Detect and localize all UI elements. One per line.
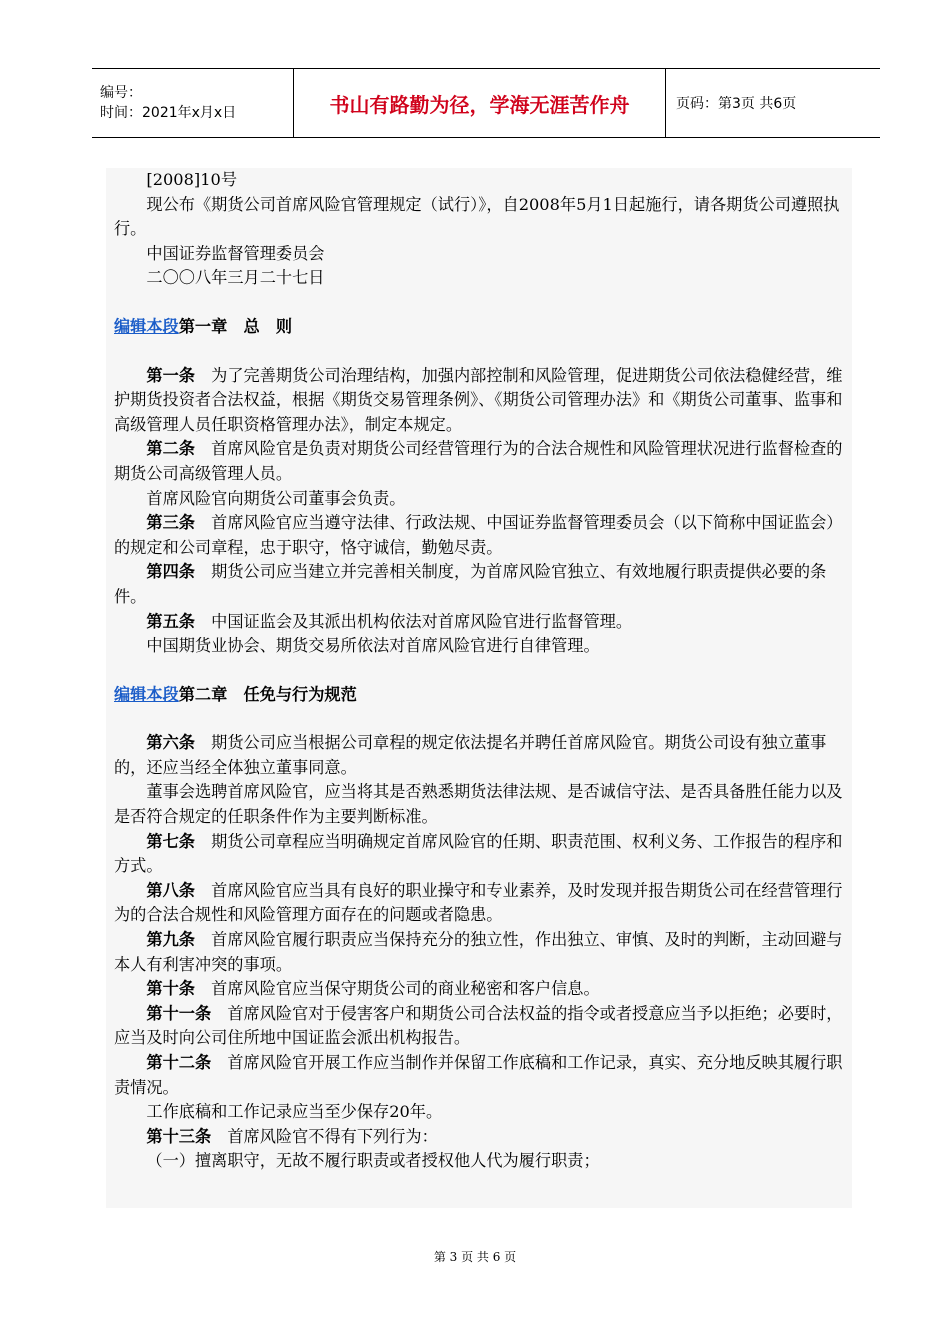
article-text: 为了完善期货公司治理结构，加强内部控制和风险管理，促进期货公司依法稳健经营，维护期货投资者合法权益，根据《期货交易管理条例》、《期货公司管理办法》和《期货公司董事、监事和高级管理人员任职资格管理办法》，制定本规定。 <box>114 365 843 434</box>
article-paragraph <box>114 1051 844 1100</box>
article-text: 期货公司章程应当明确规定首席风险官的任期、职责范围、权利义务、工作报告的程序和方式。 <box>114 831 843 876</box>
header-motto <box>294 69 666 137</box>
article-paragraph <box>114 364 844 438</box>
preamble-line: 现公布《期货公司首席风险官管理规定（试行）》，自2008年5月1日起施行，请各期货公司遵照执行。 <box>114 194 840 239</box>
article-text: 首席风险官向期货公司董事会负责。 <box>146 488 406 508</box>
article-text: 首席风险官开展工作应当制作并保留工作底稿和工作记录，真实、充分地反映其履行职责情况。 <box>114 1053 843 1097</box>
article-paragraph <box>114 928 844 977</box>
article-paragraph <box>114 437 844 486</box>
article-label: 第五条 <box>146 611 195 631</box>
chapter-heading <box>114 683 844 708</box>
article-text: （一）擅离职守，无故不履行职责或者授权他人代为履行职责； <box>146 1151 600 1171</box>
article-label: 第二条 <box>146 439 195 459</box>
article-paragraph <box>114 1125 844 1150</box>
article-paragraph <box>114 634 844 659</box>
article-paragraph <box>114 1149 844 1174</box>
document-body <box>106 168 852 1208</box>
article-label: 第十条 <box>146 979 195 999</box>
motto-text: 书山有路勤为径，学海无涯苦作舟 <box>329 92 630 117</box>
edit-section-link[interactable]: 编辑本段 <box>114 316 179 336</box>
article-paragraph <box>114 879 844 928</box>
preamble-line: [2008]10号 <box>146 170 238 189</box>
article-text: 首席风险官履行职责应当保持充分的独立性，作出独立、审慎、及时的判断，主动回避与本人有利害冲突的事项。 <box>114 930 843 974</box>
article-paragraph <box>114 1002 844 1051</box>
article-label: 第一条 <box>146 365 195 385</box>
chapter-title: 第一章 总 则 <box>178 316 293 336</box>
article-label: 第十一条 <box>146 1003 212 1023</box>
article-label: 第九条 <box>146 930 195 950</box>
page-header <box>92 68 880 138</box>
article-paragraph <box>114 560 844 609</box>
preamble-line: 二〇〇八年三月二十七日 <box>146 268 325 288</box>
article-text: 首席风险官是负责对期货公司经营管理行为的合法合规性和风险管理状况进行监督检查的期货公司高级管理人员。 <box>114 439 843 483</box>
article-text: 首席风险官应当保守期货公司的商业秘密和客户信息。 <box>194 979 600 999</box>
article-paragraph <box>114 1100 844 1125</box>
article-text: 首席风险官不得有下列行为： <box>211 1126 438 1146</box>
article-text: 中国期货业协会、期货交易所依法对首席风险官进行自律管理。 <box>146 636 600 656</box>
chapter-heading <box>114 315 844 340</box>
header-meta <box>92 69 294 137</box>
article-label: 第八条 <box>146 880 195 900</box>
article-text: 首席风险官对于侵害客户和期货公司合法权益的指令或者授意应当予以拒绝；必要时，应当及时向公司住所地中国证监会派出机构报告。 <box>114 1003 843 1048</box>
number-label: 编号： <box>100 85 142 101</box>
article-paragraph <box>114 830 844 879</box>
chapter-title: 第二章 任免与行为规范 <box>178 684 357 704</box>
page-footer: 第 3 页 共 6 页 <box>433 1250 517 1264</box>
article-label: 第三条 <box>146 513 195 533</box>
article-label: 第七条 <box>146 831 195 851</box>
article-text: 首席风险官应当具有良好的职业操守和专业素养，及时发现并报告期货公司在经营管理行为的合法合规性和风险管理方面存在的问题或者隐患。 <box>114 880 843 925</box>
chapter-paragraphs <box>114 731 844 1174</box>
article-text: 期货公司应当根据公司章程的规定依法提名并聘任首席风险官。期货公司设有独立董事的，还应当经全体独立董事同意。 <box>114 733 827 777</box>
article-label: 第四条 <box>146 562 195 582</box>
article-text: 期货公司应当建立并完善相关制度，为首席风险官独立、有效地履行职责提供必要的条件。 <box>114 562 827 606</box>
article-label: 第十三条 <box>146 1126 212 1146</box>
article-paragraph <box>114 977 844 1002</box>
header-page <box>666 69 880 137</box>
article-text: 首席风险官应当遵守法律、行政法规、中国证券监督管理委员会（以下简称中国证监会）的规定和公司章程，忠于职守，恪守诚信，勤勉尽责。 <box>114 513 843 557</box>
article-text: 中国证监会及其派出机构依法对首席风险官进行监督管理。 <box>194 611 633 631</box>
article-paragraph <box>114 731 844 780</box>
article-paragraph <box>114 487 844 512</box>
article-text: 工作底稿和工作记录应当至少保存20年。 <box>146 1102 443 1122</box>
chapter-paragraphs <box>114 364 844 659</box>
edit-section-link[interactable]: 编辑本段 <box>114 684 179 704</box>
article-label: 第六条 <box>146 733 195 753</box>
page-label: 页码：第3页 共6页 <box>676 96 797 112</box>
article-text: 董事会选聘首席风险官，应当将其是否熟悉期货法律法规、是否诚信守法、是否具备胜任能力以及是否符合规定的任职条件作为主要判断标准。 <box>114 782 843 827</box>
time-label: 时间：2021年x月x日 <box>100 105 237 121</box>
article-paragraph <box>114 610 844 635</box>
preamble-line: 中国证券监督管理委员会 <box>146 243 325 263</box>
article-paragraph <box>114 780 844 829</box>
article-paragraph <box>114 511 844 560</box>
article-label: 第十二条 <box>146 1053 212 1072</box>
